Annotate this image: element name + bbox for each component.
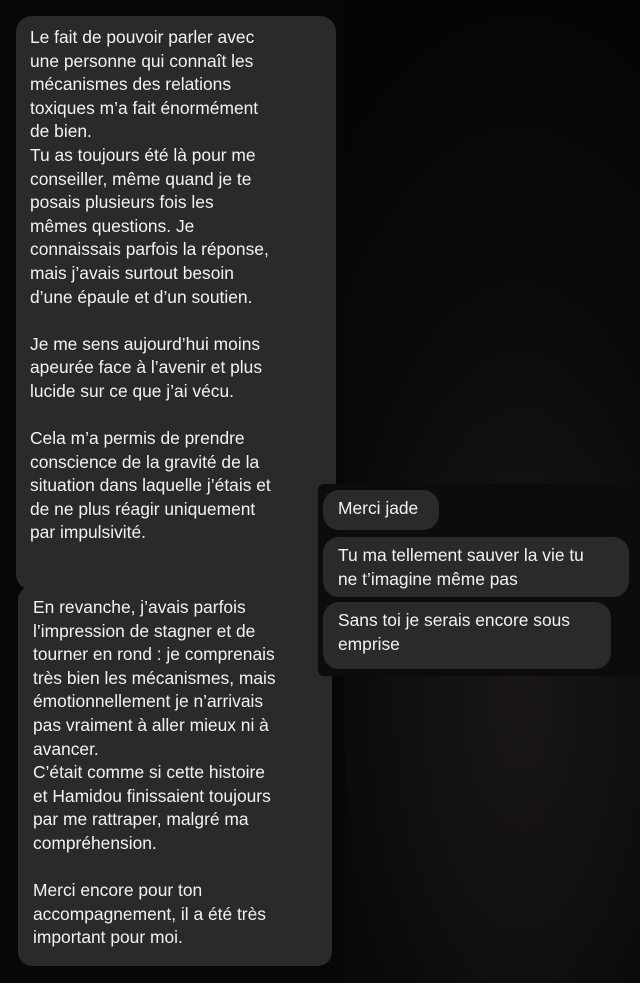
reply-message-bubble[interactable]: Sans toi je serais encore sous emprise — [323, 602, 611, 669]
reply-message-bubble[interactable]: Tu ma tellement sauver la vie tu ne t’imagine même pas — [323, 537, 629, 597]
reply-message-bubble[interactable]: Merci jade — [323, 490, 439, 530]
received-message-bubble[interactable]: En revanche, j’avais parfois l’impression de stagner et de tourner en rond : je comprenais très bien les mécanismes, mais émotionnellement je n’arrivais pas vraiment à aller mieux ni à avancer. C’était comme si cette histoire et Hamidou finissaient toujours par me rattraper, malgré ma compréhension. Merci encore pour ton accompagnement, il a été très important pour moi. — [18, 586, 332, 966]
received-message-bubble[interactable]: Le fait de pouvoir parler avec une personne qui connaît les mécanismes des relations toxiques m’a fait énormément de bien. Tu as toujours été là pour me conseiller, même quand je te posais plusieurs fois les mêmes questions. Je connaissais parfois la réponse, mais j’avais surtout besoin d’une épaule et d’un soutien. Je me sens aujourd’hui moins apeurée face à l’avenir et plus lucide sur ce que j’ai vécu. Cela m’a permis de prendre conscience de la gravité de la situation dans laquelle j’étais et de ne plus réagir uniquement par impulsivité. — [16, 16, 336, 590]
